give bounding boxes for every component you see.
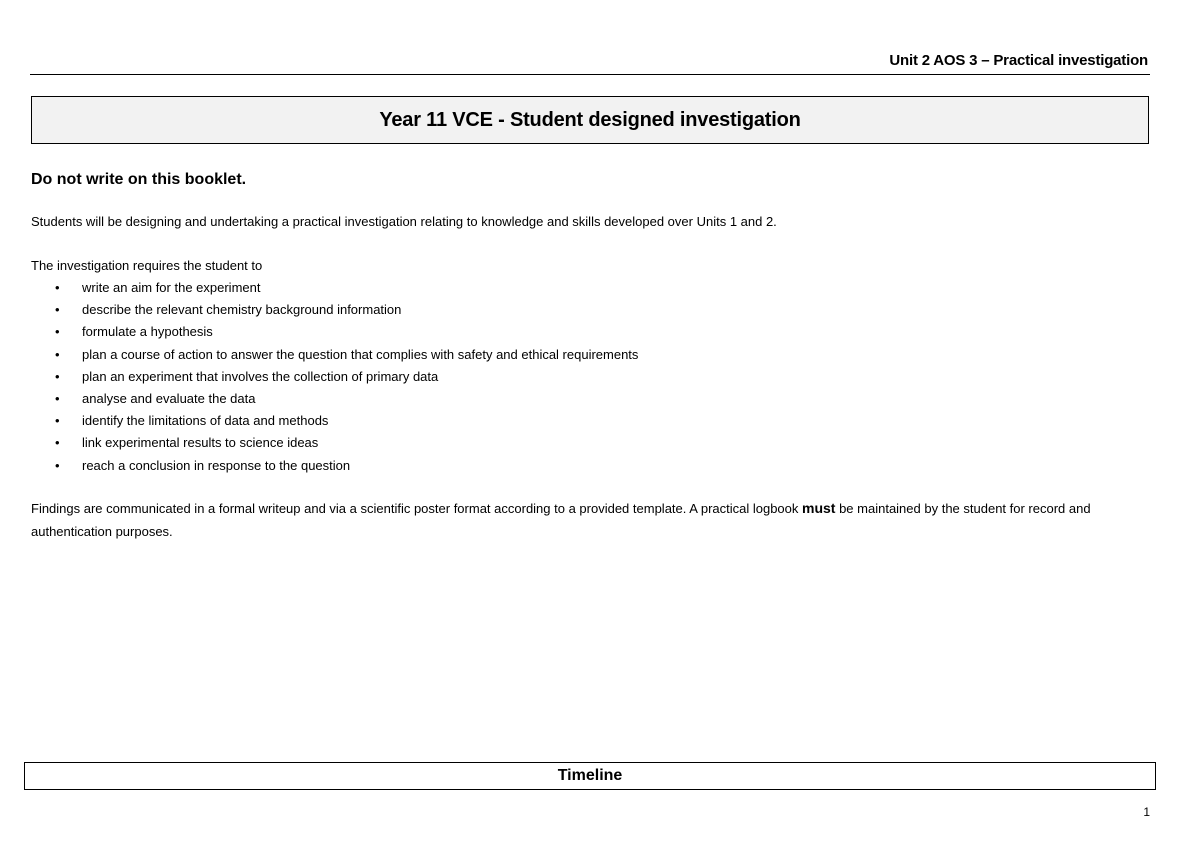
booklet-warning: Do not write on this booklet. [31,171,247,188]
header-unit-label: Unit 2 AOS 3 – Practical investigation [889,52,1148,69]
bullet-icon: • [55,302,60,318]
intro-paragraph: Students will be designing and undertaking a practical investigation relating to knowledge and skills developed over Units 1 and 2. [31,214,777,229]
bullet-icon: • [55,346,60,362]
list-item: • reach a conclusion in response to the question [31,455,638,477]
list-item: • analyse and evaluate the data [31,388,638,410]
requirements-lead: The investigation requires the student to [31,258,263,273]
timeline-heading: Timeline [557,767,623,784]
header-rule [30,74,1150,75]
requirements-list [31,277,638,477]
findings-emphasis: must [802,500,836,516]
findings-text-end: be maintained by the student for record and authentication purposes. [31,501,1091,539]
list-item: • formulate a hypothesis [31,321,638,343]
bullet-icon: • [55,435,60,451]
bullet-icon: • [55,390,60,406]
page-title: Year 11 VCE - Student designed investigation [379,108,801,131]
bullet-icon: • [55,280,60,295]
list-item: • describe the relevant chemistry background information [31,299,638,321]
list-item: • plan a course of action to answer the question that complies with safety and ethical requirements [31,344,638,366]
page-number: 1 [1143,805,1150,819]
findings-text-start: Findings are communicated in a formal writeup and via a scientific poster format according to a provided template. A practical logbook [31,501,803,516]
bullet-icon: • [55,413,60,429]
list-item: • write an aim for the experiment [31,277,638,299]
list-item: • plan an experiment that involves the collection of primary data [31,366,638,388]
list-item: • identify the limitations of data and methods [31,410,638,432]
findings-paragraph [31,497,1151,543]
list-item: • link experimental results to science ideas [31,432,638,454]
title-box [31,96,1149,144]
bullet-icon: • [55,457,60,473]
bullet-icon: • [55,368,60,384]
bullet-icon: • [55,324,60,340]
timeline-box [24,762,1156,790]
